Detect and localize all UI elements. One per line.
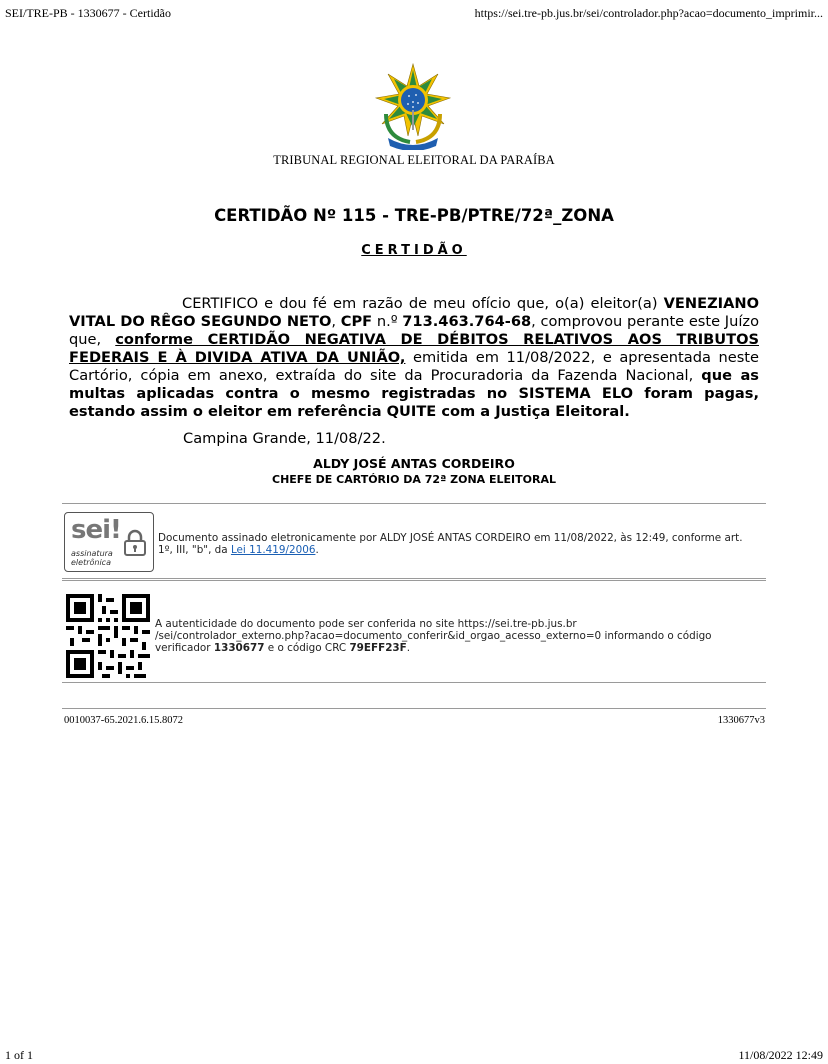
divider [62,708,766,709]
page-count: 1 of 1 [5,1048,33,1062]
body-text-4: , comprovou perante este Juízo que, [69,313,760,348]
print-header-url: https://sei.tre-pb.jus.br/sei/controlador.php?acao=documento_imprimir... [474,6,823,20]
lock-icon [123,529,147,557]
authenticity-block [64,592,764,680]
place-date: Campina Grande, 11/08/22. [183,430,386,447]
print-datetime: 11/08/2022 12:49 [738,1048,823,1062]
sei-logo-word: sei! [71,515,121,545]
sei-signature-logo [64,512,154,572]
print-header-title: SEI/TRE-PB - 1330677 - Certidão [5,6,171,20]
body-conclusion: que as multas aplicadas contra o mesmo registradas no SISTEMA ELO foram pagas, estando assim o eleitor em referência QUITE com a Justiça Eleitoral. [69,367,759,420]
signer-name: ALDY JOSÉ ANTAS CORDEIRO [313,456,515,471]
sei-logo-caption: assinatura eletrônica [71,549,113,567]
signature-text: Documento assinado eletronicamente por ALDY JOSÉ ANTAS CORDEIRO em 11/08/2022, às 12:49, conforme art. 1º, III, "b", da Lei 11.419/2006. [158,532,743,556]
cpf-label: CPF [340,313,373,330]
document-title: CERTIDÃO Nº 115 - TRE-PB/PTRE/72ª_ZONA [214,206,614,225]
certificate-reference: conforme CERTIDÃO NEGATIVA DE DÉBITOS RELATIVOS AOS TRIBUTOS FEDERAIS E À DIVIDA ATIVA DA UNIÃO, [69,331,759,366]
body-text-3: n.º [372,313,403,330]
divider [62,503,766,504]
divider-double [62,578,766,581]
law-link[interactable]: Lei 11.419/2006 [230,544,316,556]
divider [62,682,766,683]
document-version: 1330677v3 [717,715,765,726]
organization-name: TRIBUNAL REGIONAL ELEITORAL DA PARAÍBA [273,153,555,167]
electronic-signature-block [64,510,764,574]
body-text-5: emitida em 11/08/2022, e apresentada neste Cartório, cópia em anexo, extraída do site da Procuradoria da Fazenda Nacional, [69,349,760,384]
body-text-2: , [331,313,341,330]
qr-code-icon [66,594,150,678]
elector-name: VENEZIANO VITAL DO RÊGO SEGUNDO NETO [69,295,759,330]
certificate-body [69,295,759,421]
cpf-number: 713.463.764-68 [402,313,532,330]
crc-code: 79EFF23F [349,642,407,654]
document-subtitle: CERTIDÃO [361,243,467,258]
process-number: 0010037-65.2021.6.15.8072 [64,715,183,726]
authenticity-text: A autenticidade do documento pode ser conferida no site https://sei.tre-pb.jus.br /sei/controlador_externo.php?acao=documento_conferir&id_orgao_acesso_externo=0 informando o código verificador 1330677 e o código CRC 79EFF23F. [155,618,712,654]
signer-role: CHEFE DE CARTÓRIO DA 72ª ZONA ELEITORAL [272,473,556,486]
coat-of-arms-icon [372,62,454,150]
body-text-1: CERTIFICO e dou fé em razão de meu ofício que, o(a) eleitor(a) [182,295,664,312]
signer-block [0,456,828,488]
verifier-code: 1330677 [213,642,265,654]
